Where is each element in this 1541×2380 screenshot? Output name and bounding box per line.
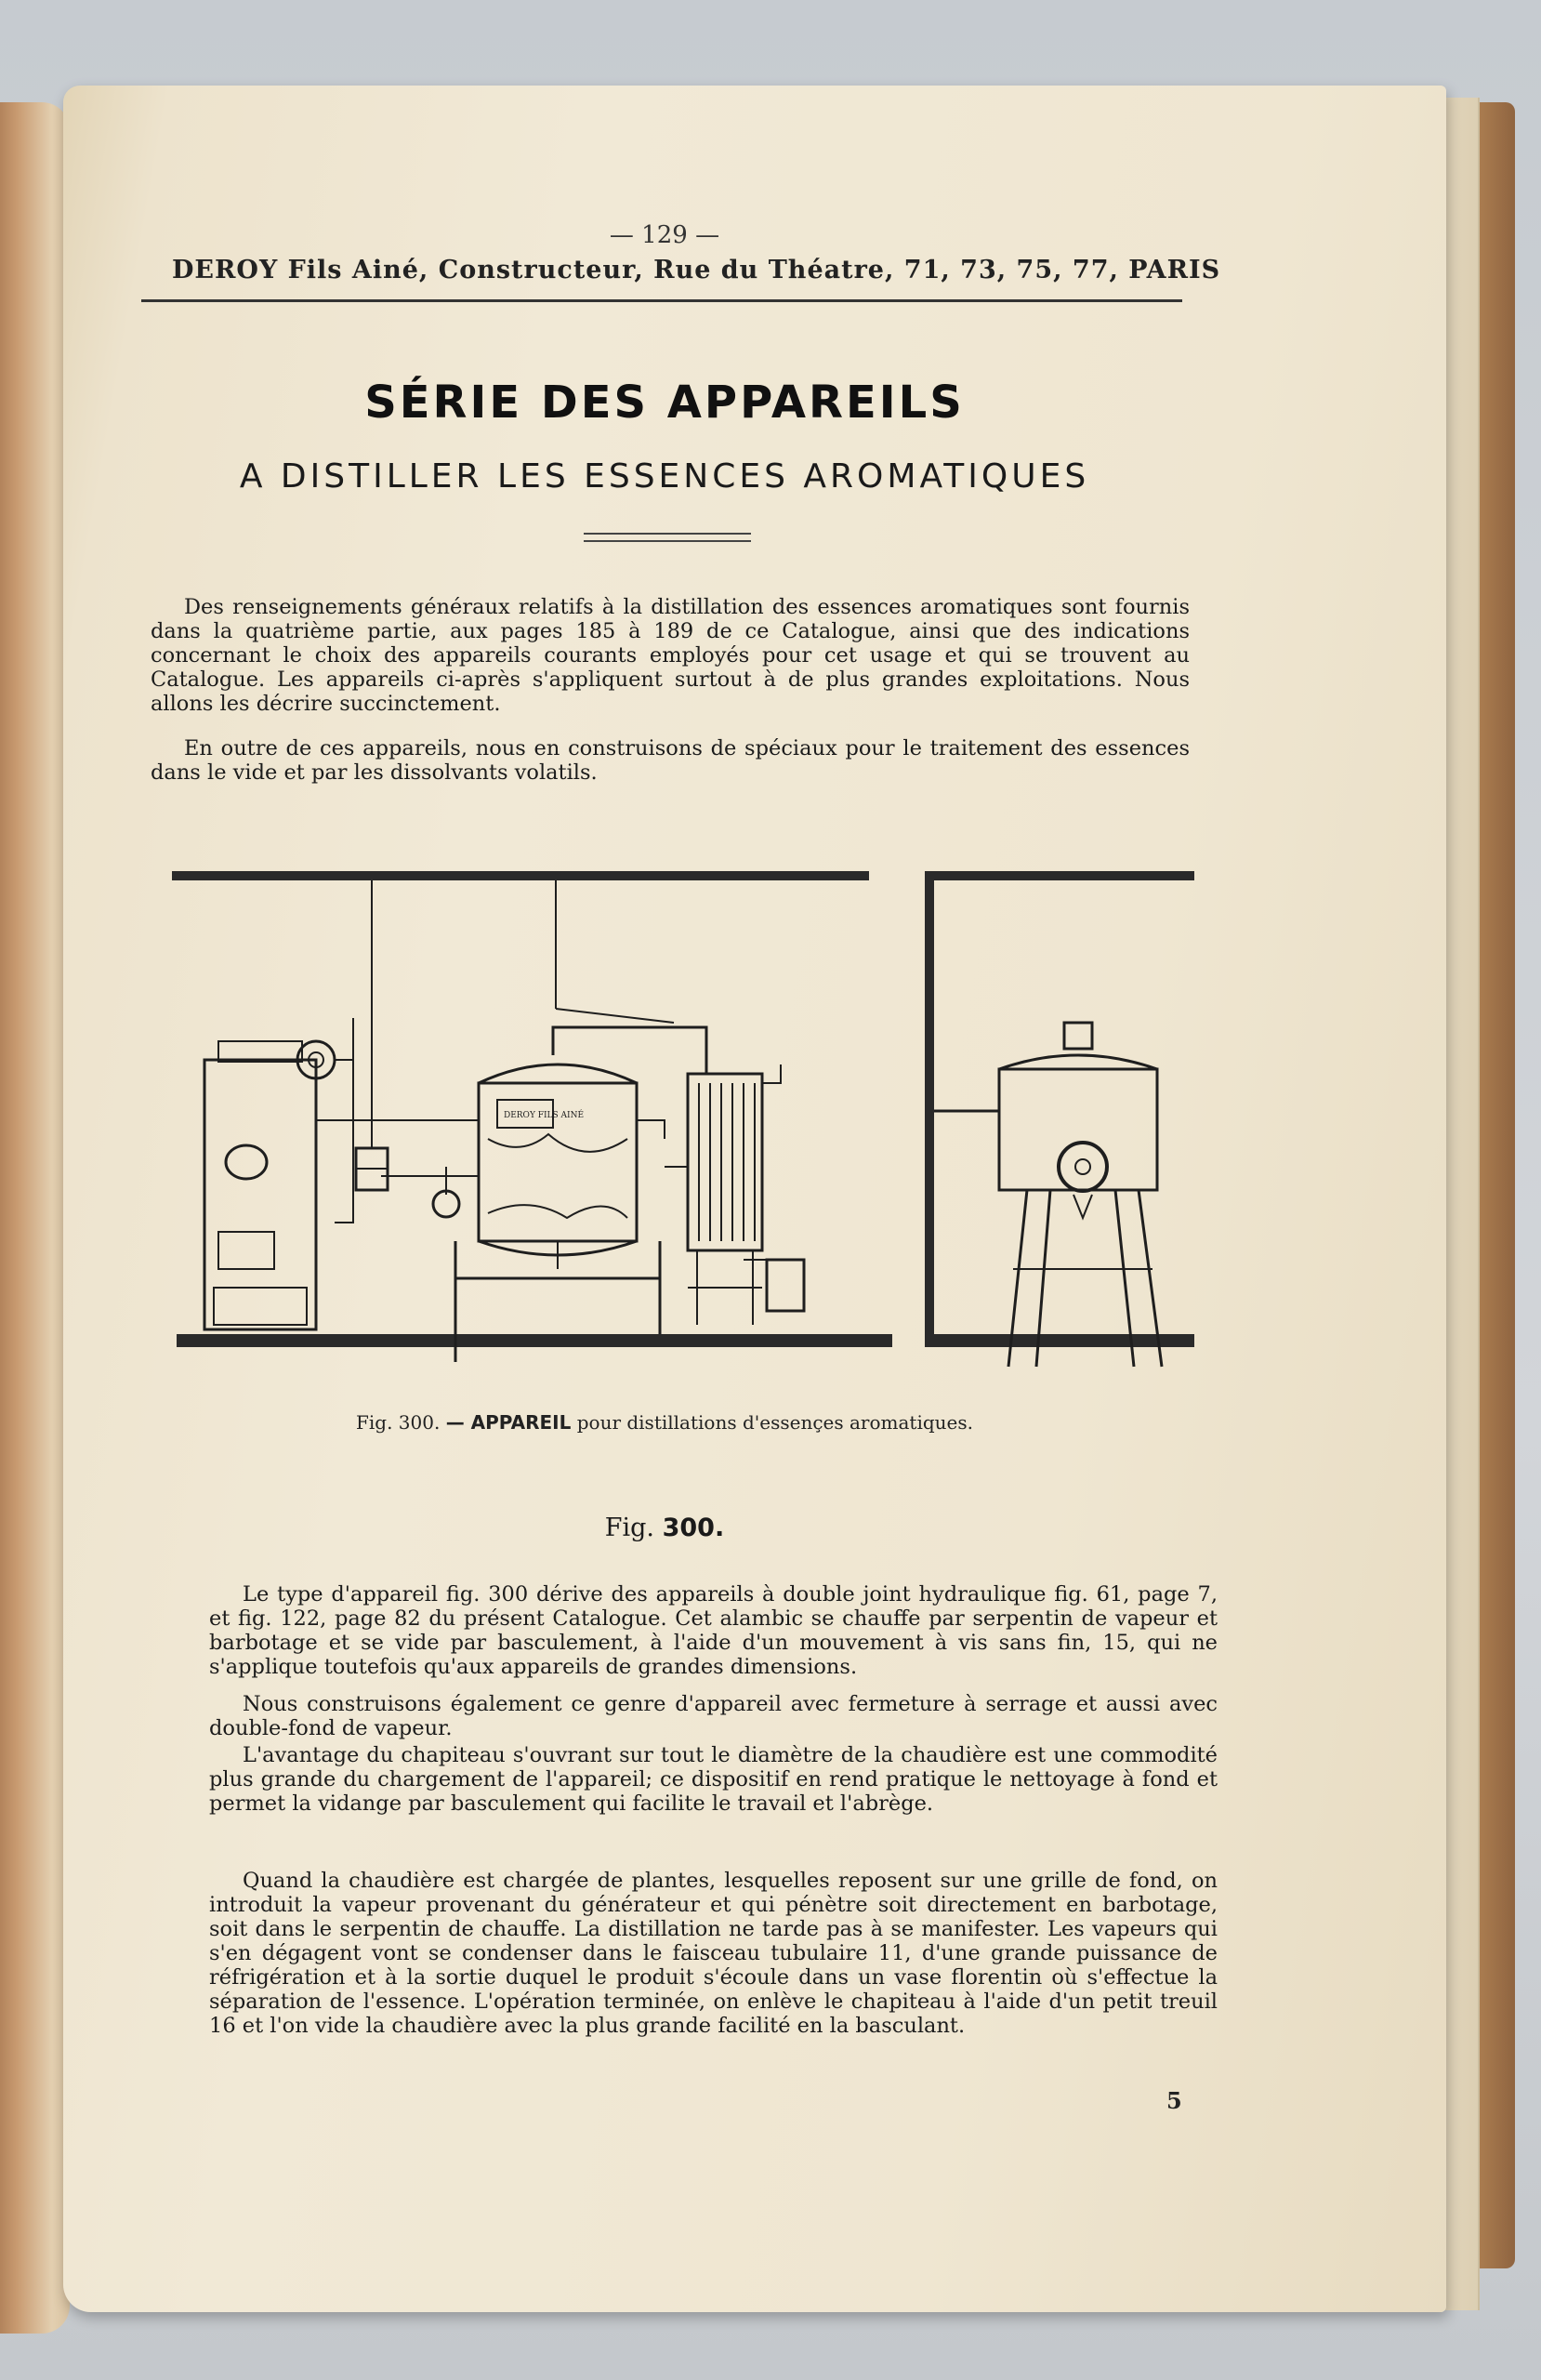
figure-caption <box>0 1411 1329 1434</box>
body-paragraph-4-text: Quand la chaudière est chargée de plantes, lesquelles reposent sur une grille de fond, on introduit la vapeur provenant du générateur et qui pénètre soit directement en barbotage, soit dans le serpentin de chauffe. La distillation ne tarde pas à se manifester. Les vapeurs qui s'en dégagent vont se condenser dans le faisceau tubulaire 11, d'une grande puissance de réfrigération et à la sortie duquel le produit s'écoule dans un vase florentin où s'effectue la séparation de l'essence. L'opération terminée, on enlève le chapiteau à l'aide d'un petit treuil 16 et l'on vide la chaudière avec la plus grande facilité en la basculant. <box>209 1869 1218 2038</box>
body-paragraph-2-text: Nous construisons également ce genre d'appareil avec fermeture à serrage et aussi avec double-fond de vapeur. <box>209 1692 1218 1740</box>
floor <box>177 1334 892 1347</box>
section-heading-prefix: Fig. <box>604 1514 655 1542</box>
side-view-still <box>934 1023 1162 1367</box>
body-paragraph-3 <box>209 1743 1218 1816</box>
body-paragraph-2 <box>209 1692 1218 1740</box>
caption-text: pour distillations d'essençes aromatiques. <box>576 1411 973 1434</box>
nameplate: DEROY FILS AINÉ <box>504 1111 585 1120</box>
header-rule <box>141 299 1182 302</box>
body-paragraph-3-text: L'avantage du chapiteau s'ouvrant sur tout le diamètre de la chaudière est une commodité plus grande du chargement de l'appareil; ce dispositif en rend pratique le nettoyage à fond et permet la vidange par basculement qui facilite le travail et l'abrège. <box>209 1743 1218 1816</box>
side-view-floor <box>925 1334 1194 1347</box>
running-head: DEROY Fils Ainé, Constructeur, Rue du Théatre, 71, 73, 75, 77, PARIS <box>172 256 1221 284</box>
signature-mark: 5 <box>1166 2087 1182 2114</box>
still-vessel <box>479 1064 637 1269</box>
body-paragraph-1-text: Le type d'appareil fig. 300 dérive des appareils à double joint hydraulique fig. 61, page 7, et fig. 122, page 82 du présent Catalogue. Cet alambic se chauffe par serpentin de vapeur et barbotage et se vide par basculement, à l'aide d'un mouvement à vis sans fin, 15, qui ne s'applique toutefois qu'aux appareils de grandes dimensions. <box>209 1582 1218 1679</box>
apparatus-engraving <box>167 860 1199 1381</box>
caption-bold: — APPAREIL <box>445 1411 572 1434</box>
page-number: — 129 — <box>609 221 720 249</box>
page-title: SÉRIE DES APPAREILS <box>364 377 965 429</box>
body-paragraph-1 <box>209 1582 1218 1679</box>
side-pipe <box>637 1120 688 1167</box>
intro-paragraph-2: En outre de ces appareils, nous en construisons de spéciaux pour le traitement des essences dans le vide et par les dissolvants volatils. <box>151 736 1190 785</box>
worm-gear-wheel <box>433 1191 459 1217</box>
side-view-wall <box>925 871 934 1345</box>
left-page-edge <box>0 102 70 2334</box>
winch <box>356 1148 388 1190</box>
title-ornament <box>584 533 751 542</box>
caption-prefix: Fig. 300. <box>356 1411 441 1434</box>
page-subtitle: A DISTILLER LES ESSENCES AROMATIQUES <box>239 457 1090 496</box>
hoist-cable <box>556 1009 674 1023</box>
section-heading <box>0 1514 1329 1542</box>
section-heading-number: 300. <box>662 1514 725 1542</box>
body-paragraph-4 <box>209 1869 1218 2038</box>
intro-paragraph-1: Des renseignements généraux relatifs à la distillation des essences aromatiques sont fournis dans la quatrième partie, aux pages 185 à 189 de ce Catalogue, ainsi que des indications concernant le choix des appareils courants employés pour cet usage et qui se trouvent au Catalogue. Les appareils ci-après s'appliquent surtout à de plus grandes exploitations. Nous allons les décrire succinctement. <box>151 595 1190 716</box>
steam-generator <box>204 1041 316 1329</box>
ceiling-beam <box>172 871 869 880</box>
side-view-ceiling <box>925 871 1194 880</box>
